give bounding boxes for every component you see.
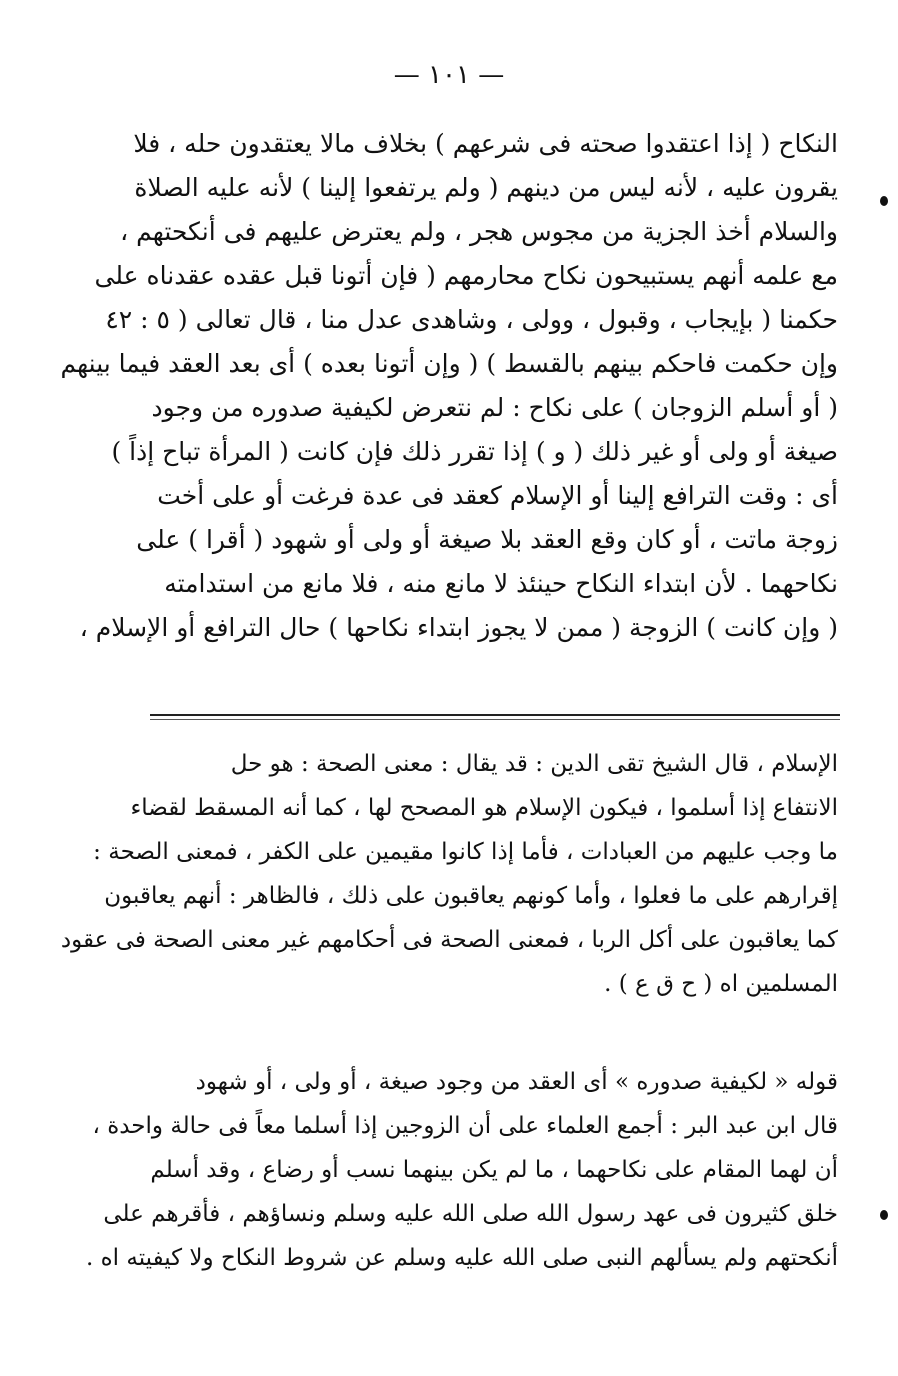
main-text-line: نكاحهما . لأن ابتداء النكاح حينئذ لا مانع منه ، فلا مانع من استدامته [164, 569, 838, 598]
footnote-line: إقرارهم على ما فعلوا ، وأما كونهم يعاقبون على ذلك ، فالظاهر : أنهم يعاقبون [104, 883, 838, 909]
main-text-line: يقرون عليه ، لأنه ليس من دينهم ( ولم يرتفعوا إلينا ) لأنه عليه الصلاة [134, 173, 838, 202]
footnote-line: كما يعاقبون على أكل الربا ، فمعنى الصحة فى أحكامهم غير معنى الصحة فى عقود [60, 927, 838, 953]
footnote-line: ما وجب عليهم من العبادات ، فأما إذا كانوا مقيمين على الكفر ، فمعنى الصحة : [93, 839, 838, 865]
main-text-line: زوجة ماتت ، أو كان وقع العقد بلا صيغة أو ولى أو شهود ( أقرا ) على [136, 525, 838, 554]
footnote-line: الإسلام ، قال الشيخ تقى الدين : قد يقال : معنى الصحة : هو حل [230, 751, 838, 777]
footnote-line: خلق كثيرون فى عهد رسول الله صلى الله عليه وسلم ونساؤهم ، فأقرهم على [103, 1201, 838, 1227]
main-text [60, 122, 838, 650]
main-text-line: وإن حكمت فاحكم بينهم بالقسط ) ( وإن أتونا بعده ) أى بعد العقد فيما بينهم [60, 349, 838, 378]
main-text-line: صيغة أو ولى أو غير ذلك ( و ) إذا تقرر ذلك فإن كانت ( المرأة تباح إذاً ) [111, 437, 838, 466]
main-text-line: والسلام أخذ الجزية من مجوس هجر ، ولم يعترض عليهم فى أنكحتهم ، [120, 217, 838, 246]
page-number: — ١٠١ — [393, 60, 505, 90]
footnote-1 [60, 742, 838, 1006]
margin-dot [880, 196, 888, 206]
main-text-line: أى : وقت الترافع إلينا أو الإسلام كعقد فى عدة فرغت أو على أخت [157, 481, 838, 510]
main-text-line: حكمنا ( بإيجاب ، وقبول ، وولى ، وشاهدى عدل منا ، قال تعالى ( ٥ : ٤٢ [105, 305, 838, 334]
footnote-line: قال ابن عبد البر : أجمع العلماء على أن الزوجين إذا أسلما معاً فى حالة واحدة ، [92, 1113, 838, 1139]
footnote-line: أنكحتهم ولم يسألهم النبى صلى الله عليه وسلم عن شروط النكاح ولا كيفيته اه . [85, 1245, 838, 1271]
main-text-line: ( أو أسلم الزوجان ) على نكاح : لم نتعرض لكيفية صدوره من وجود [151, 393, 838, 422]
footnote-line: أن لهما المقام على نكاحهما ، ما لم يكن بينهما نسب أو رضاع ، وقد أسلم [150, 1157, 838, 1183]
footnote-line: المسلمين اه ( ح ق ع ) . [604, 971, 838, 997]
main-text-line: ( وإن كانت ) الزوجة ( ممن لا يجوز ابتداء نكاحها ) حال الترافع أو الإسلام ، [79, 613, 838, 642]
main-text-line: مع علمه أنهم يستبيحون نكاح محارمهم ( فإن أتونا قبل عقده عقدناه على [94, 261, 838, 290]
margin-dot [880, 1210, 888, 1220]
footnote-2 [85, 1060, 838, 1280]
main-text-line: النكاح ( إذا اعتقدوا صحته فى شرعهم ) بخلاف مالا يعتقدون حله ، فلا [133, 129, 838, 158]
footnote-separator [150, 714, 840, 720]
footnote-line: قوله « لكيفية صدوره » أى العقد من وجود صيغة ، أو ولى ، أو شهود [195, 1069, 838, 1095]
footnote-line: الانتفاع إذا أسلموا ، فيكون الإسلام هو المصحح لها ، كما أنه المسقط لقضاء [130, 795, 838, 821]
